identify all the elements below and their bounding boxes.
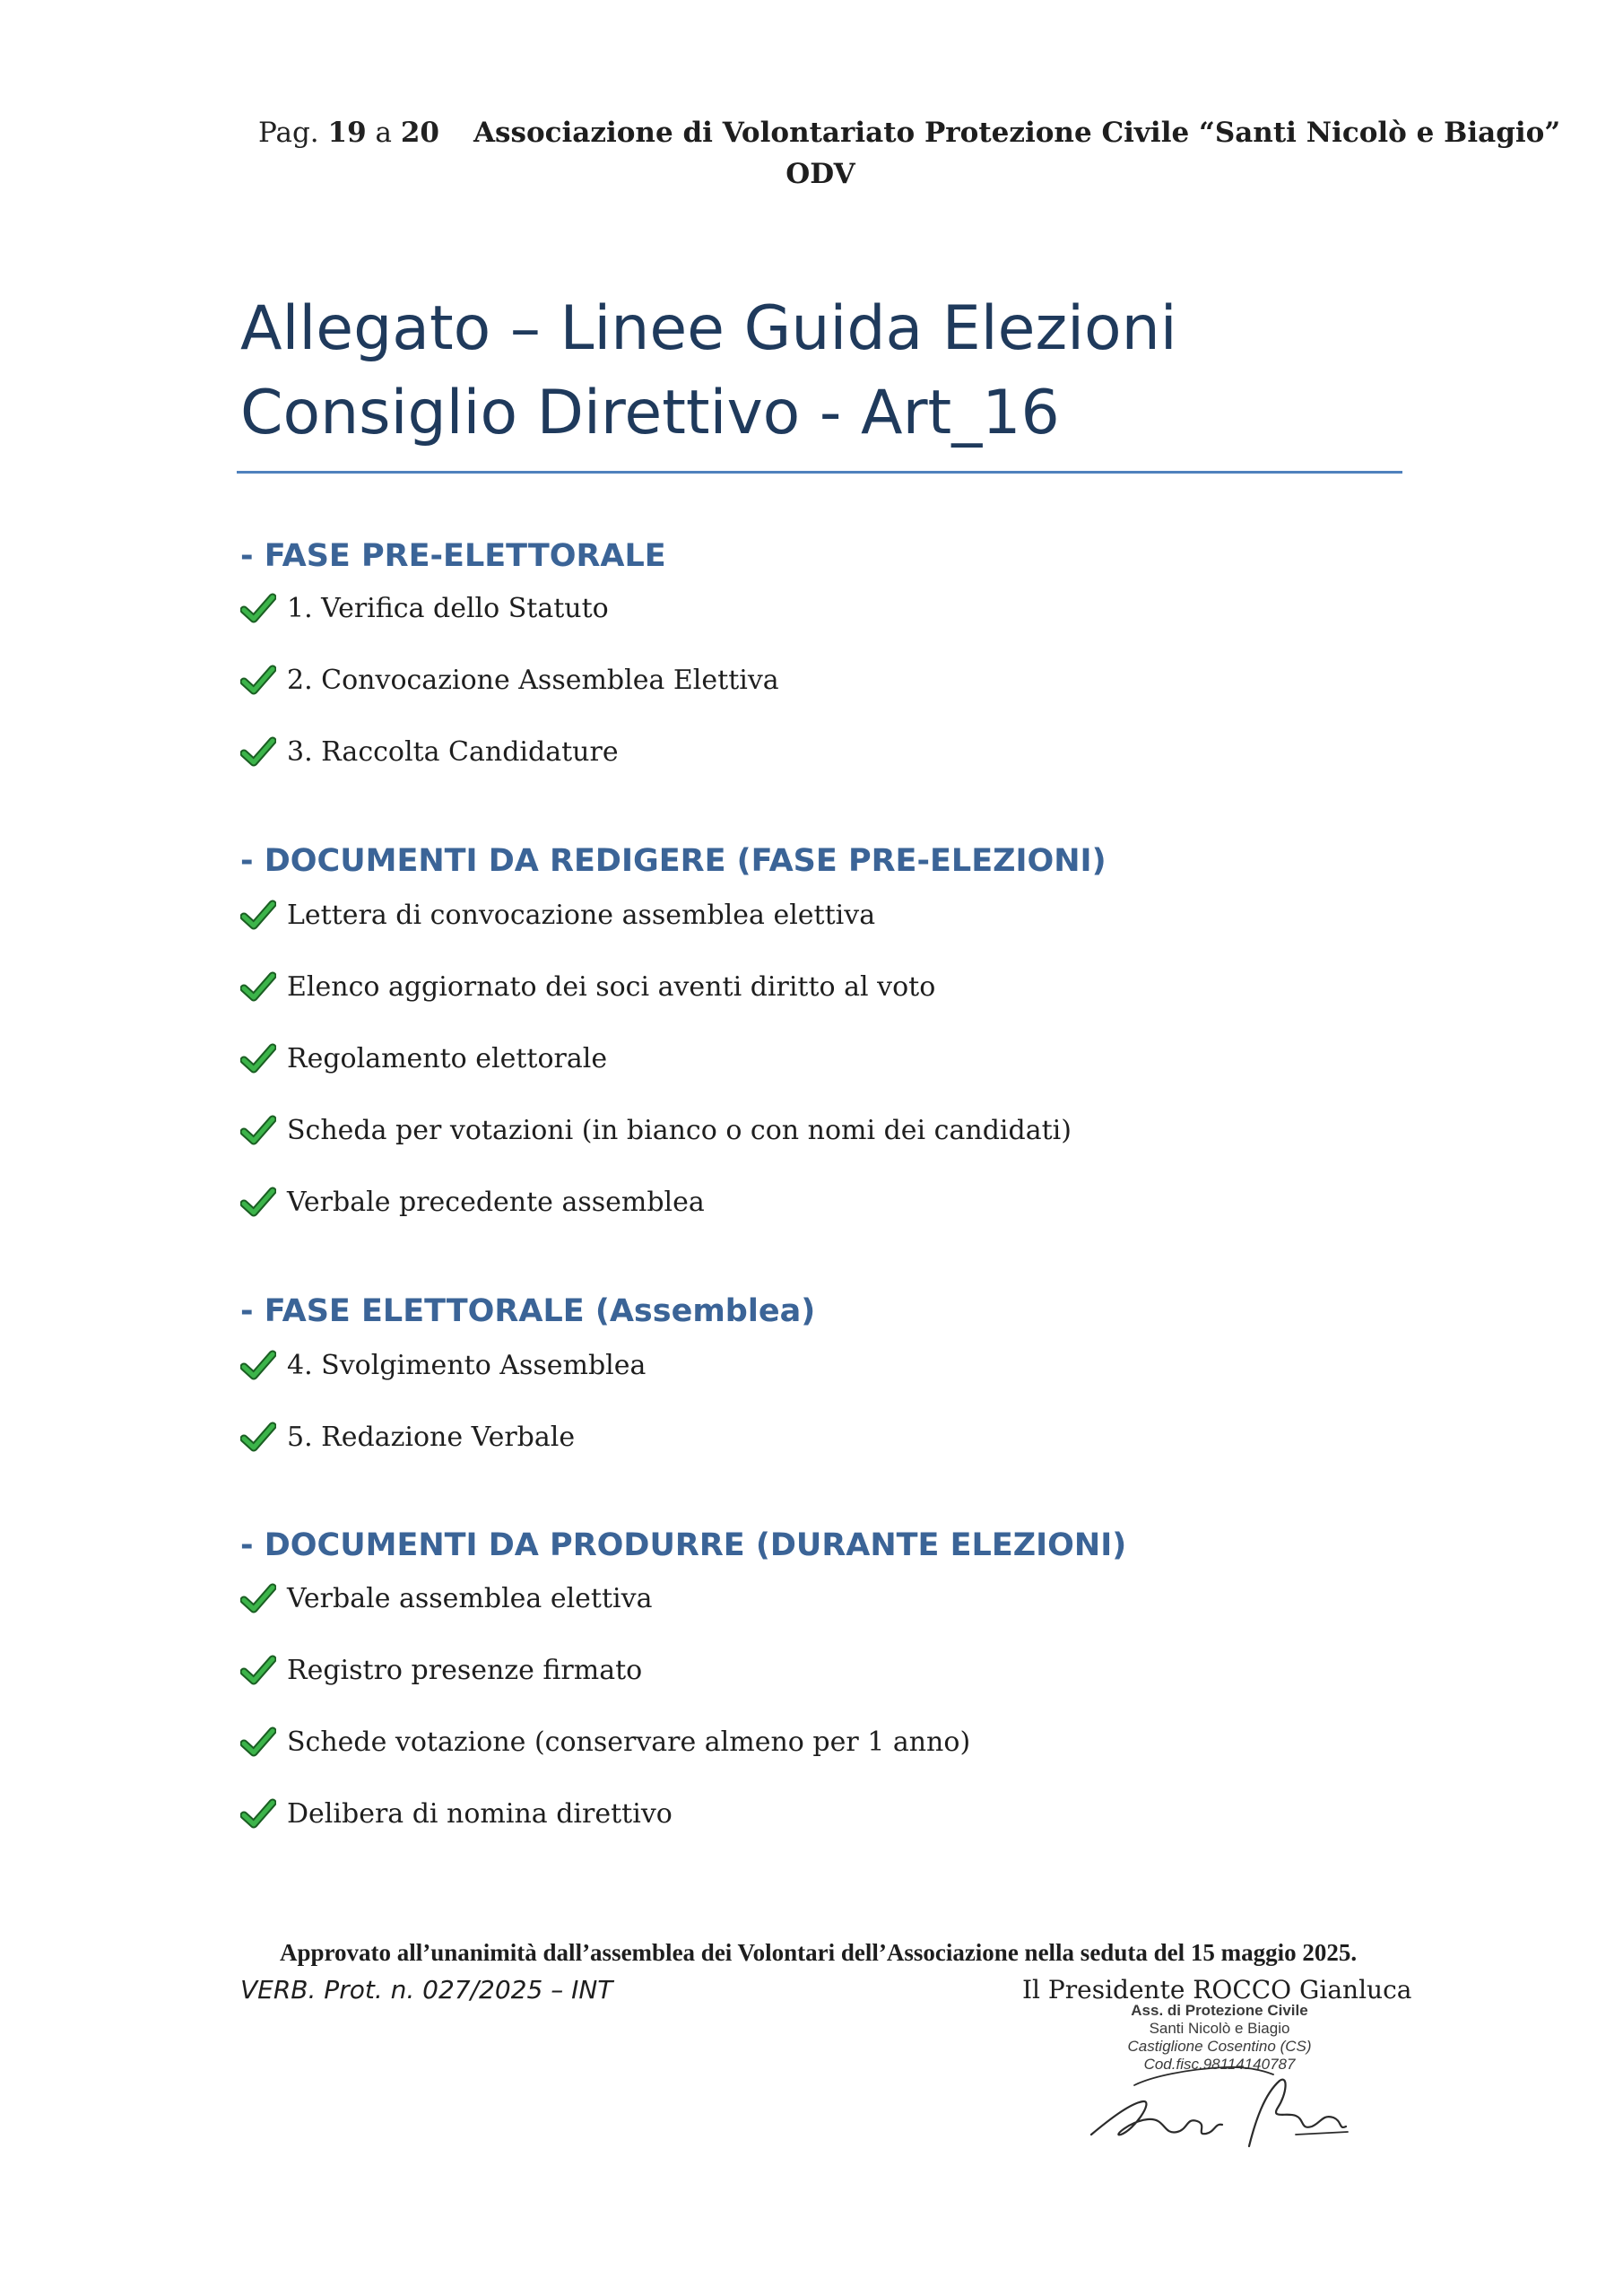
list-item: Verbale assemblea elettiva bbox=[240, 1580, 652, 1616]
list-item: Schede votazione (conservare almeno per 1 anno) bbox=[240, 1724, 970, 1760]
check-icon bbox=[240, 1726, 276, 1757]
check-icon bbox=[240, 1422, 276, 1452]
check-icon bbox=[240, 736, 276, 767]
check-icon bbox=[240, 1115, 276, 1145]
check-icon bbox=[240, 665, 276, 695]
section-heading-documenti-da-redigere: - DOCUMENTI DA REDIGERE (FASE PRE-ELEZIONI) bbox=[240, 843, 1107, 879]
check-icon bbox=[240, 900, 276, 930]
page-number: Pag. 19 a 20 bbox=[258, 117, 439, 149]
section-heading-fase-elettorale: - FASE ELETTORALE (Assemblea) bbox=[240, 1293, 816, 1329]
list-item: Elenco aggiornato dei soci aventi diritto al voto bbox=[240, 969, 935, 1004]
check-icon bbox=[240, 1583, 276, 1613]
list-item: 5. Redazione Verbale bbox=[240, 1419, 575, 1455]
section-heading-documenti-da-produrre: - DOCUMENTI DA PRODURRE (DURANTE ELEZIONI) bbox=[240, 1527, 1127, 1563]
title-line-1: Allegato – Linee Guida Elezioni bbox=[240, 293, 1177, 364]
check-icon bbox=[240, 971, 276, 1002]
document-title bbox=[240, 287, 1406, 456]
list-item: Registro presenze firmato bbox=[240, 1652, 642, 1688]
check-icon bbox=[240, 1798, 276, 1829]
stamp-line-4: Cod.fisc.98114140787 bbox=[1143, 2056, 1296, 2073]
list-item: 1. Verifica dello Statuto bbox=[240, 590, 609, 626]
list-item: Lettera di convocazione assemblea elettiva bbox=[240, 897, 875, 933]
check-icon bbox=[240, 1187, 276, 1217]
check-icon bbox=[240, 1655, 276, 1685]
president-signature-label: Il Presidente ROCCO Gianluca bbox=[1022, 1975, 1412, 2005]
list-item: Delibera di nomina direttivo bbox=[240, 1796, 673, 1831]
list-item: Verbale precedente assemblea bbox=[240, 1184, 705, 1220]
organization-name: Associazione di Volontariato Protezione Civile “Santi Nicolò e Biagio” bbox=[473, 117, 1561, 149]
list-item: 4. Svolgimento Assemblea bbox=[240, 1347, 646, 1383]
organization-suffix: ODV bbox=[785, 158, 855, 190]
approval-note: Approvato all’unanimità dall’assemblea dei Volontari dell’Associazione nella seduta del 15 maggio 2025. bbox=[280, 1939, 1358, 1966]
stamp-line-1: Ass. di Protezione Civile bbox=[1131, 2002, 1308, 2019]
title-divider bbox=[237, 471, 1402, 474]
list-item: 3. Raccolta Candidature bbox=[240, 734, 619, 770]
list-item: 2. Convocazione Assemblea Elettiva bbox=[240, 662, 779, 698]
protocol-number: VERB. Prot. n. 027/2025 – INT bbox=[240, 1975, 613, 2005]
check-icon bbox=[240, 593, 276, 623]
section-heading-fase-pre-elettorale: - FASE PRE-ELETTORALE bbox=[240, 538, 666, 574]
check-icon bbox=[240, 1350, 276, 1380]
page-header bbox=[258, 117, 1561, 149]
check-icon bbox=[240, 1043, 276, 1074]
title-line-2: Consiglio Direttivo - Art_16 bbox=[240, 378, 1060, 448]
list-item: Regolamento elettorale bbox=[240, 1040, 607, 1076]
list-item: Scheda per votazioni (in bianco o con nomi dei candidati) bbox=[240, 1112, 1072, 1148]
stamp-line-3: Castiglione Cosentino (CS) bbox=[1127, 2038, 1312, 2055]
handwritten-signature bbox=[1081, 2049, 1350, 2148]
stamp-line-2: Santi Nicolò e Biagio bbox=[1149, 2020, 1290, 2037]
